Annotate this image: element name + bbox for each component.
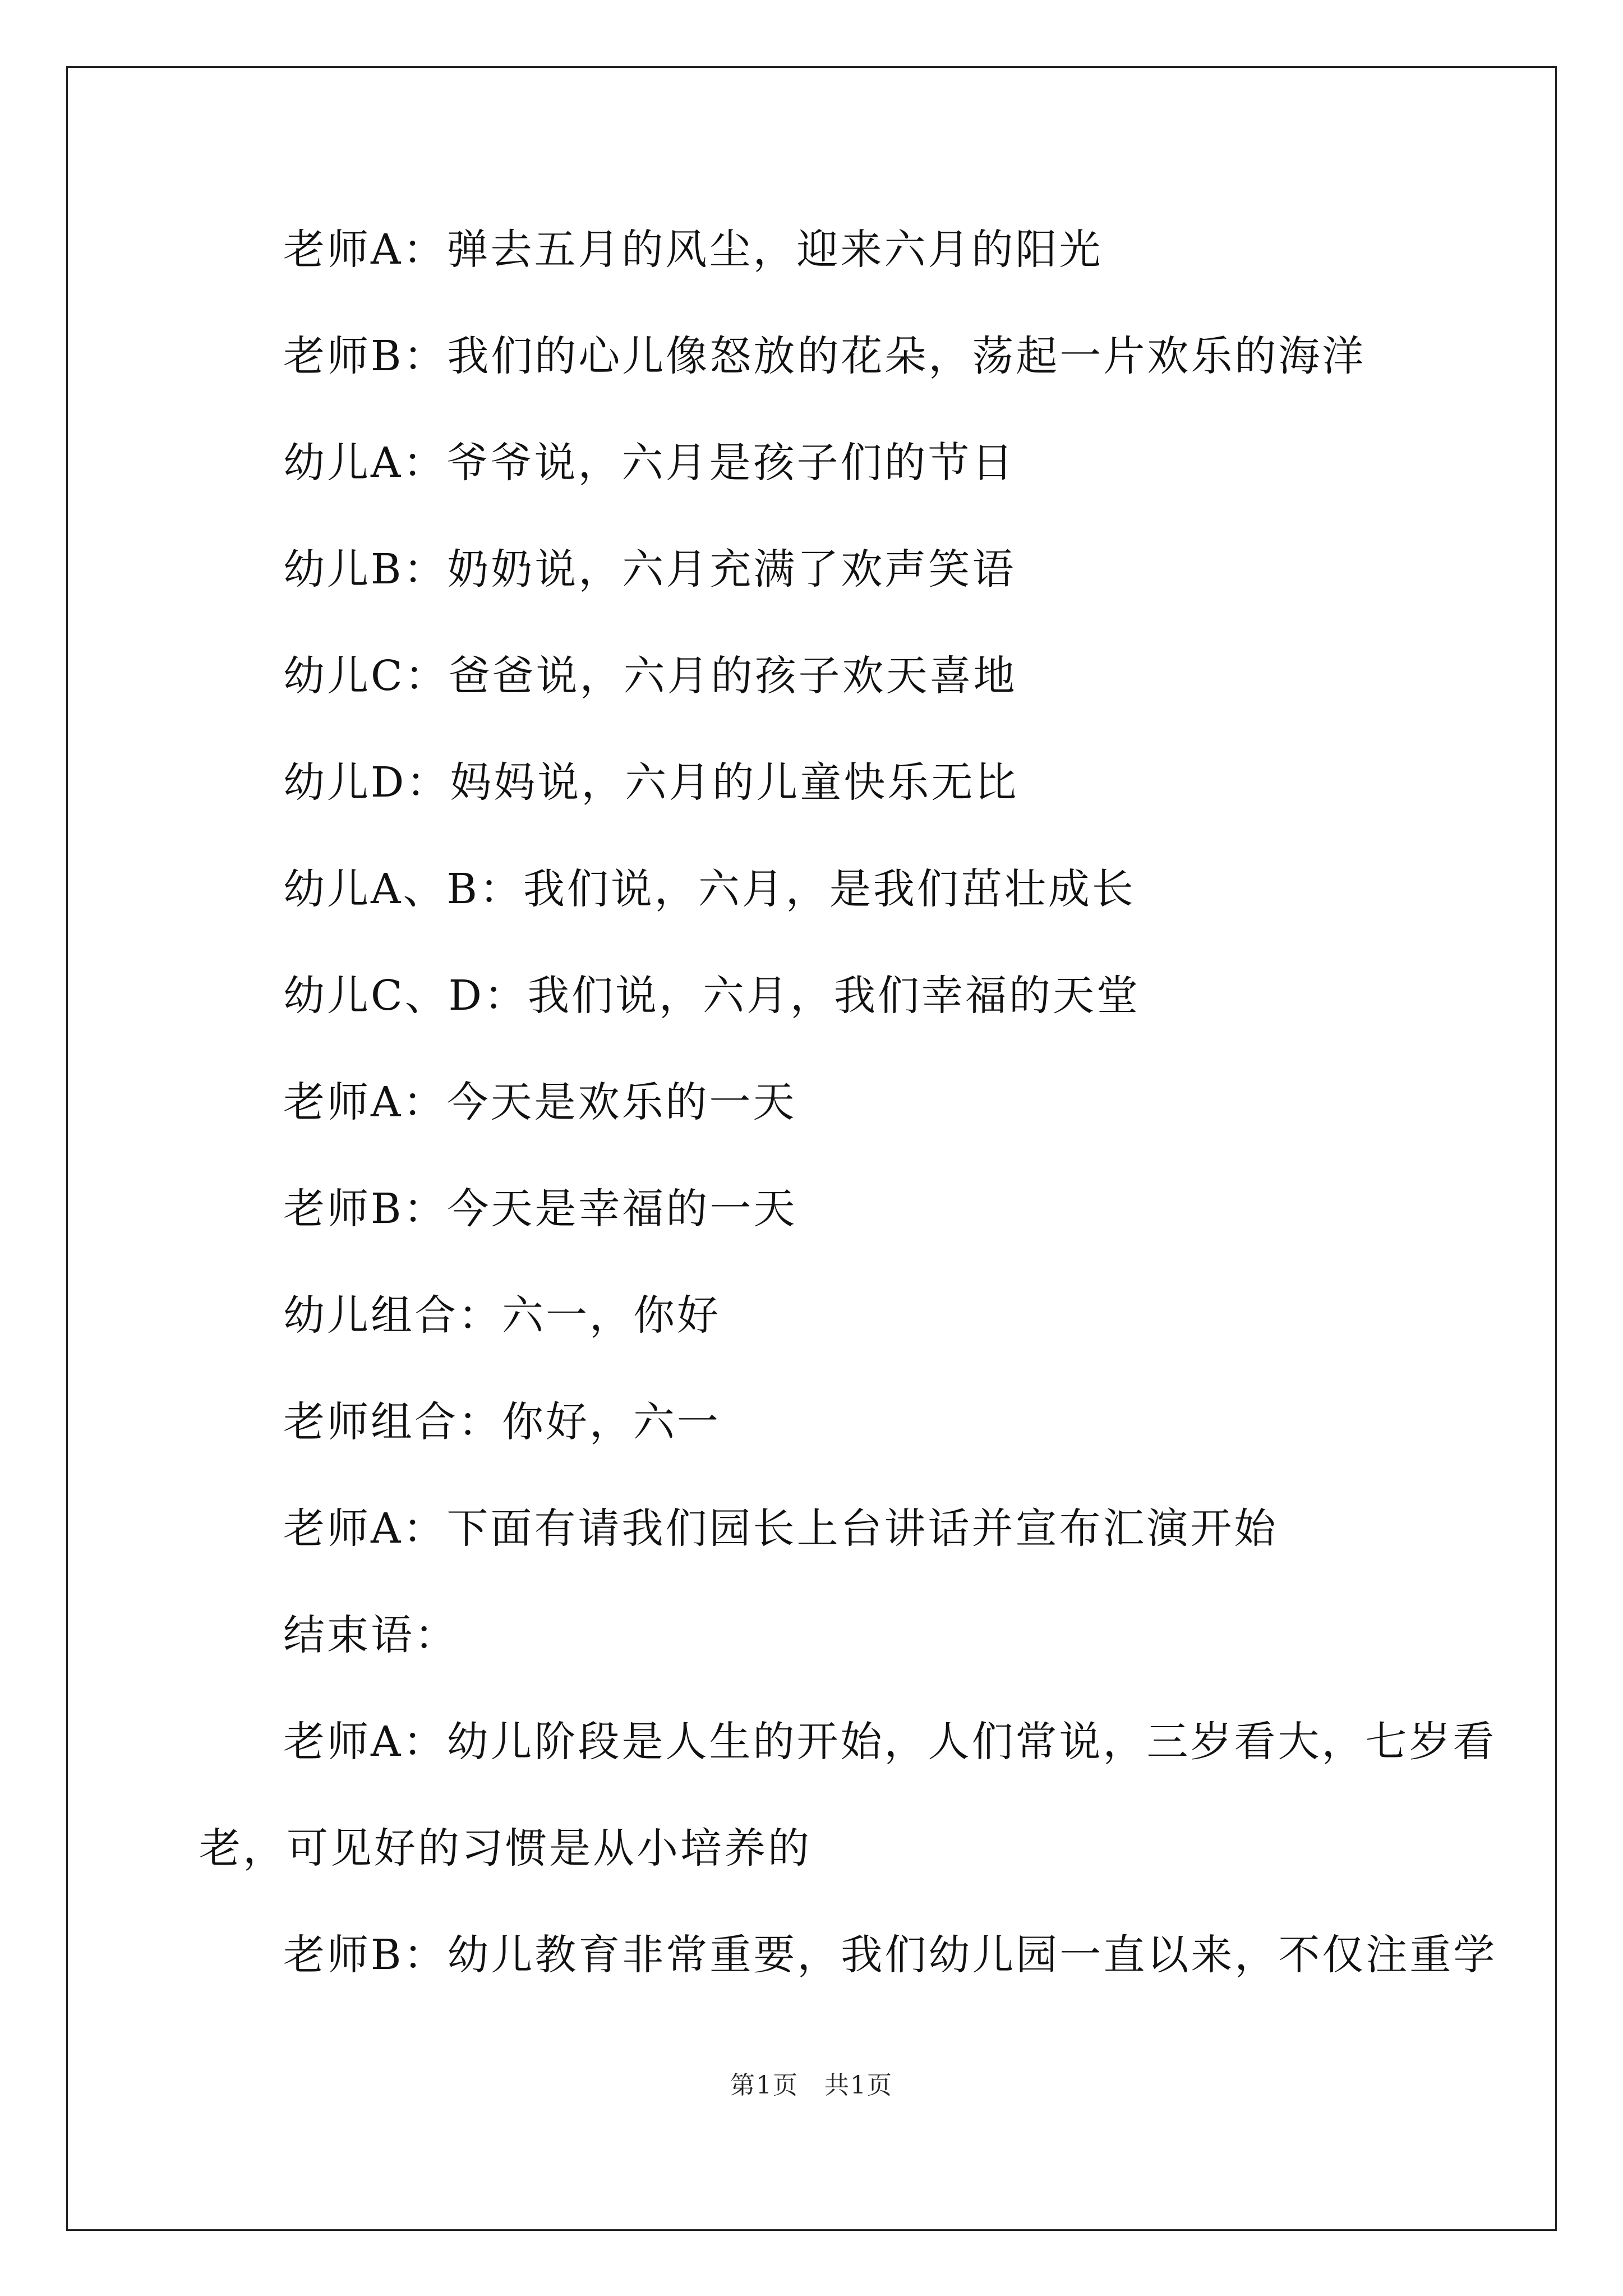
- text-line: 老师B：今天是幸福的一天: [283, 1185, 797, 1233]
- text-line: 老师B：幼儿教育非常重要，我们幼儿园一直以来，不仅注重学: [283, 1931, 1497, 1979]
- text-line-continuation: 老，可见好的习惯是从小培养的: [199, 1824, 811, 1872]
- text-line: 老师A：弹去五月的风尘，迎来六月的阳光: [283, 226, 1103, 274]
- text-line: 老师A：下面有请我们园长上台讲话并宣布汇演开始: [283, 1504, 1278, 1553]
- text-line: 幼儿A、B：我们说，六月，是我们茁壮成长: [283, 865, 1136, 913]
- text-line: 幼儿B：奶奶说，六月充满了欢声笑语: [283, 545, 1016, 593]
- text-line: 老师A：幼儿阶段是人生的开始，人们常说，三岁看大，七岁看: [283, 1718, 1497, 1766]
- section-heading: 结束语：: [283, 1611, 458, 1659]
- text-line: 老师A：今天是欢乐的一天: [283, 1078, 797, 1126]
- text-line: 幼儿C、D：我们说，六月，我们幸福的天堂: [283, 972, 1140, 1020]
- text-line: 老师组合：你好，六一: [283, 1398, 721, 1446]
- page-number-footer: 第1页 共1页: [730, 2071, 893, 2100]
- text-line: 幼儿A：爷爷说，六月是孩子们的节日: [283, 439, 1016, 487]
- text-line: 老师B：我们的心儿像怒放的花朵，荡起一片欢乐的海洋: [283, 332, 1366, 380]
- text-line: 幼儿C：爸爸说，六月的孩子欢天喜地: [283, 652, 1017, 700]
- text-line: 幼儿D：妈妈说，六月的儿童快乐无比: [283, 758, 1019, 807]
- text-line: 幼儿组合：六一，你好: [283, 1291, 721, 1340]
